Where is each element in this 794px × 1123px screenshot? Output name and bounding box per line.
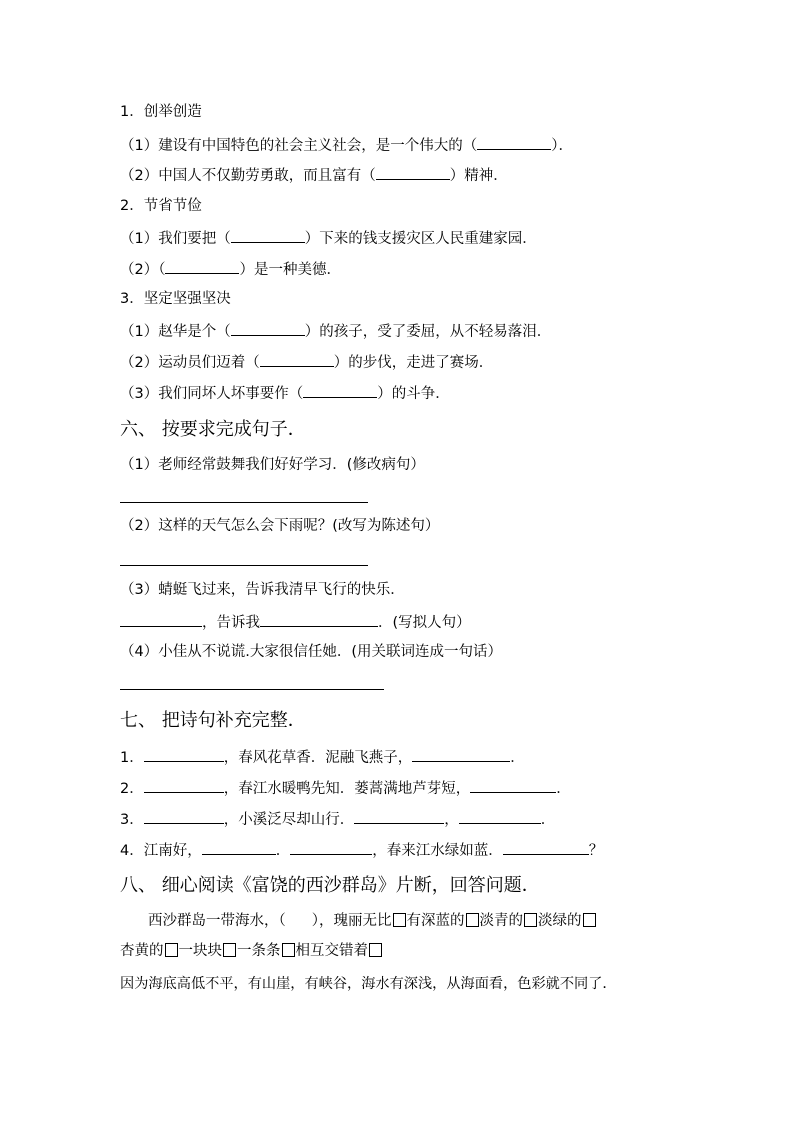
question-text: （2）运动员们迈着（ (120, 355, 260, 371)
answer-blank[interactable] (459, 808, 541, 824)
passage-text: 西沙群岛一带海水，（ (148, 913, 286, 929)
punctuation-box[interactable] (524, 913, 537, 927)
punctuation-box[interactable] (282, 943, 295, 957)
passage-text: 相互交错着 (295, 943, 368, 959)
answer-blank[interactable] (376, 164, 450, 180)
answer-blank[interactable] (260, 351, 334, 367)
answer-blank[interactable] (144, 808, 224, 824)
fill-text: ，告诉我 (202, 615, 260, 631)
question-text: （1）我们要把（ (120, 231, 231, 247)
question-text-end: ）是一种美德． (239, 262, 341, 278)
punctuation-box[interactable] (393, 913, 406, 927)
answer-blank[interactable] (412, 746, 510, 762)
answer-blank[interactable] (231, 320, 305, 336)
answer-blank[interactable] (165, 258, 239, 274)
question-text-end: ）的斗争． (377, 386, 450, 402)
question-3-1 (120, 320, 551, 342)
group-3-title: 3．坚定坚强坚决 (120, 291, 231, 307)
group-2-title: 2．节省节俭 (120, 198, 202, 214)
passage-text: 一条条 (237, 943, 281, 959)
passage-text: 有深蓝的 (406, 913, 465, 929)
answer-line[interactable] (120, 565, 368, 566)
passage-text: ），瑰丽无比 (311, 913, 392, 929)
passage-text: 一块块 (178, 943, 222, 959)
line-number: 3． (120, 812, 144, 828)
passage-text: 淡青的 (479, 913, 523, 929)
passage-line-2 (120, 941, 383, 961)
answer-blank[interactable] (120, 611, 202, 627)
answer-blank[interactable] (202, 839, 276, 855)
question-3-3 (120, 382, 450, 404)
poem-text-mid: ， (444, 812, 459, 828)
section-7-heading: 七、 把诗句补充完整． (120, 710, 306, 731)
question-1-1 (120, 134, 573, 156)
question-text: （1）赵华是个（ (120, 324, 231, 340)
s6-question-3-fill (120, 611, 471, 633)
passage-line-3: 因为海底高低不平，有山崖，有峡谷，海水有深浅，从海面看，色彩就不同了． (120, 976, 617, 992)
question-3-2 (120, 351, 493, 373)
answer-blank[interactable] (503, 839, 589, 855)
group-1-title: 1．创举创造 (120, 104, 202, 120)
line-number: 2． (120, 781, 144, 797)
punctuation-box[interactable] (223, 943, 236, 957)
question-text: （1）建设有中国特色的社会主义社会，是一个伟大的（ (120, 138, 478, 154)
question-text-end: ）的步伐，走进了赛场． (333, 355, 494, 371)
punctuation-box[interactable] (369, 943, 382, 957)
fill-text-end: ．(写拟人句） (378, 615, 471, 631)
section-6-heading: 六、 按要求完成句子． (120, 419, 306, 440)
question-text-end: ）的孩子，受了委屈，从不轻易落泪． (304, 324, 552, 340)
answer-line[interactable] (120, 502, 368, 503)
answer-blank[interactable] (144, 746, 224, 762)
question-text-end: ）精神． (449, 168, 508, 184)
answer-blank[interactable] (290, 839, 372, 855)
poem-text: ，小溪泛尽却山行． (223, 812, 355, 828)
poem-line-3 (120, 808, 555, 830)
question-text: （2）（ (120, 262, 166, 278)
answer-blank[interactable] (477, 134, 551, 150)
poem-text: 4．江南好， (120, 843, 202, 859)
answer-blank[interactable] (260, 611, 378, 627)
answer-blank[interactable] (354, 808, 444, 824)
passage-text: 杏黄的 (120, 943, 164, 959)
poem-text-mid: ，春来江水绿如蓝． (372, 843, 503, 859)
poem-line-1 (120, 746, 525, 768)
answer-blank[interactable] (144, 777, 224, 793)
poem-line-2 (120, 777, 571, 799)
question-1-2 (120, 164, 508, 186)
s6-question-2: （2）这样的天气怎么会下雨呢？(改写为陈述句） (120, 518, 440, 534)
passage-line-1 (148, 911, 597, 931)
line-number: 1． (120, 750, 144, 766)
question-text-end: ）． (551, 138, 573, 154)
question-2-2 (120, 258, 341, 280)
poem-text: ，春风花草香．泥融飞燕子， (223, 750, 413, 766)
punctuation-box[interactable] (466, 913, 479, 927)
punctuation-box[interactable] (583, 913, 596, 927)
poem-line-4 (120, 839, 603, 861)
poem-text-end: ？ (588, 843, 604, 859)
question-2-1 (120, 227, 537, 249)
answer-blank[interactable] (231, 227, 305, 243)
question-text: （3）我们同坏人坏事要作（ (120, 386, 304, 402)
poem-text-mid: ． (275, 843, 291, 859)
answer-blank[interactable] (470, 777, 556, 793)
s6-question-4: （4）小佳从不说谎.大家很信任她．(用关联词连成一句话） (120, 644, 502, 660)
poem-text-end: ． (540, 812, 556, 828)
s6-question-1: （1）老师经常鼓舞我们好好学习．(修改病句） (120, 457, 425, 473)
answer-line[interactable] (120, 689, 384, 690)
s6-question-3: （3）蜻蜓飞过来，告诉我清早飞行的快乐． (120, 582, 405, 598)
question-text: （2）中国人不仅勤劳勇敢，而且富有（ (120, 168, 376, 184)
section-8-heading: 八、 细心阅读《富饶的西沙群岛》片断，回答问题． (120, 875, 540, 896)
punctuation-box[interactable] (165, 943, 178, 957)
poem-text-end: ． (510, 750, 525, 766)
passage-text: 淡绿的 (538, 913, 582, 929)
poem-text-end: ． (556, 781, 571, 797)
answer-blank[interactable] (303, 382, 377, 398)
poem-text: ，春江水暖鸭先知．蒌蒿满地芦芽短， (223, 781, 471, 797)
question-text-end: ）下来的钱支援灾区人民重建家园． (304, 231, 537, 247)
